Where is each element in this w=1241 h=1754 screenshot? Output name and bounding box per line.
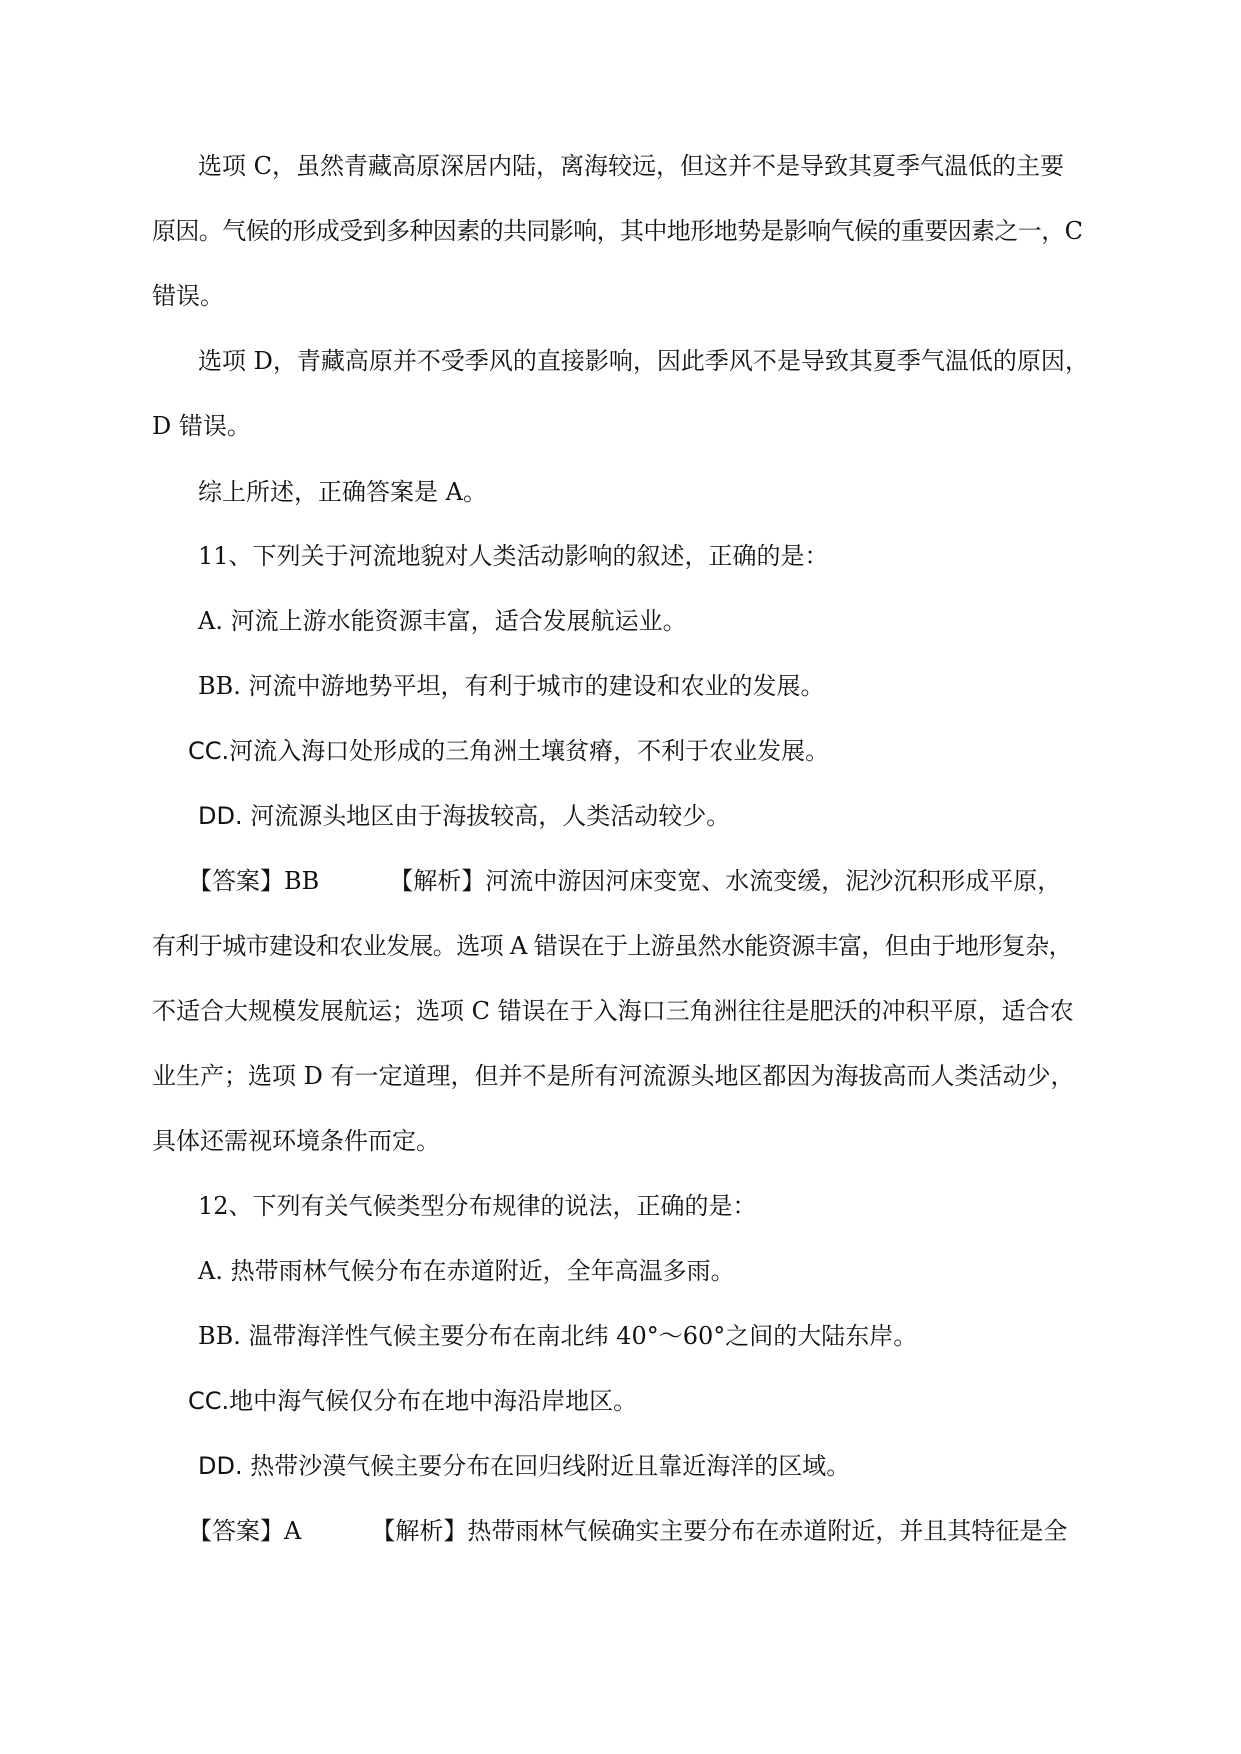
q11-option-b (198, 670, 825, 702)
q12-answer: 【答案】A (188, 1517, 302, 1545)
q12-option-d (198, 1450, 850, 1482)
q12-option-c (188, 1385, 637, 1417)
q12-option-b-text: 温带海洋性气候主要分布在南北纬 40°～60°之间的大陆东岸。 (248, 1322, 918, 1350)
q11-analysis-lead: 【解析】河流中游因河床变宽、水流变缓，泥沙沉积形成平原， (389, 867, 1062, 895)
option-d-explanation-line-1: 选项 D，青藏高原并不受季风的直接影响，因此季风不是导致其夏季气温低的原因， (198, 347, 1089, 375)
summary-line: 综上所述，正确答案是 A。 (198, 478, 487, 506)
q12-option-b-prefix: BB. (198, 1322, 241, 1350)
option-c-explanation-line-3: 错误。 (152, 282, 224, 310)
q11-option-a: A. 河流上游水能资源丰富，适合发展航运业。 (198, 607, 687, 635)
q11-analysis-line-3: 不适合大规模发展航运；选项 C 错误在于入海口三角洲往往是肥沃的冲积平原，适合农 (152, 997, 1074, 1025)
q11-analysis-line-4: 业生产；选项 D 有一定道理，但并不是所有河流源头地区都因为海拔高而人类活动少， (152, 1062, 1075, 1090)
q12-option-d-text: 热带沙漠气候主要分布在回归线附近且靠近海洋的区域。 (250, 1452, 851, 1480)
option-c-explanation-line-2: 原因。气候的形成受到多种因素的共同影响，其中地形地势是影响气候的重要因素之一，C (152, 217, 1083, 245)
q12-answer-line (188, 1515, 1067, 1547)
q12-option-c-text: 地中海气候仅分布在地中海沿岸地区。 (229, 1387, 638, 1415)
q12-option-b (198, 1320, 917, 1352)
q12-option-d-prefix: DD. (198, 1452, 243, 1480)
q12-option-a: A. 热带雨林气候分布在赤道附近，全年高温多雨。 (198, 1257, 735, 1285)
q11-analysis-line-5: 具体还需视环境条件而定。 (152, 1127, 440, 1155)
q12-stem: 12、下列有关气候类型分布规律的说法，正确的是： (198, 1192, 757, 1220)
q11-option-c-prefix: CC. (188, 737, 230, 765)
option-c-explanation-line-1: 选项 C，虽然青藏高原深居内陆，离海较远，但这并不是导致其夏季气温低的主要 (198, 152, 1064, 180)
q11-option-d (198, 800, 730, 832)
option-d-explanation-line-2: D 错误。 (152, 412, 251, 440)
q11-option-d-prefix: DD. (198, 802, 243, 830)
q12-analysis-lead: 【解析】热带雨林气候确实主要分布在赤道附近，并且其特征是全 (371, 1517, 1068, 1545)
q11-option-b-text: 河流中游地势平坦，有利于城市的建设和农业的发展。 (248, 672, 825, 700)
q11-answer-line (188, 865, 1061, 897)
q11-option-c-text: 河流入海口处形成的三角洲土壤贫瘠，不利于农业发展。 (229, 737, 830, 765)
q12-option-c-prefix: CC. (188, 1387, 230, 1415)
q11-option-b-prefix: BB. (198, 672, 241, 700)
q11-option-d-text: 河流源头地区由于海拔较高，人类活动较少。 (250, 802, 731, 830)
q11-analysis-line-2: 有利于城市建设和农业发展。选项 A 错误在于上游虽然水能资源丰富，但由于地形复杂， (152, 932, 1072, 960)
q11-option-c (188, 735, 829, 767)
q11-answer: 【答案】BB (188, 867, 320, 895)
q11-stem: 11、下列关于河流地貌对人类活动影响的叙述，正确的是： (198, 542, 829, 570)
